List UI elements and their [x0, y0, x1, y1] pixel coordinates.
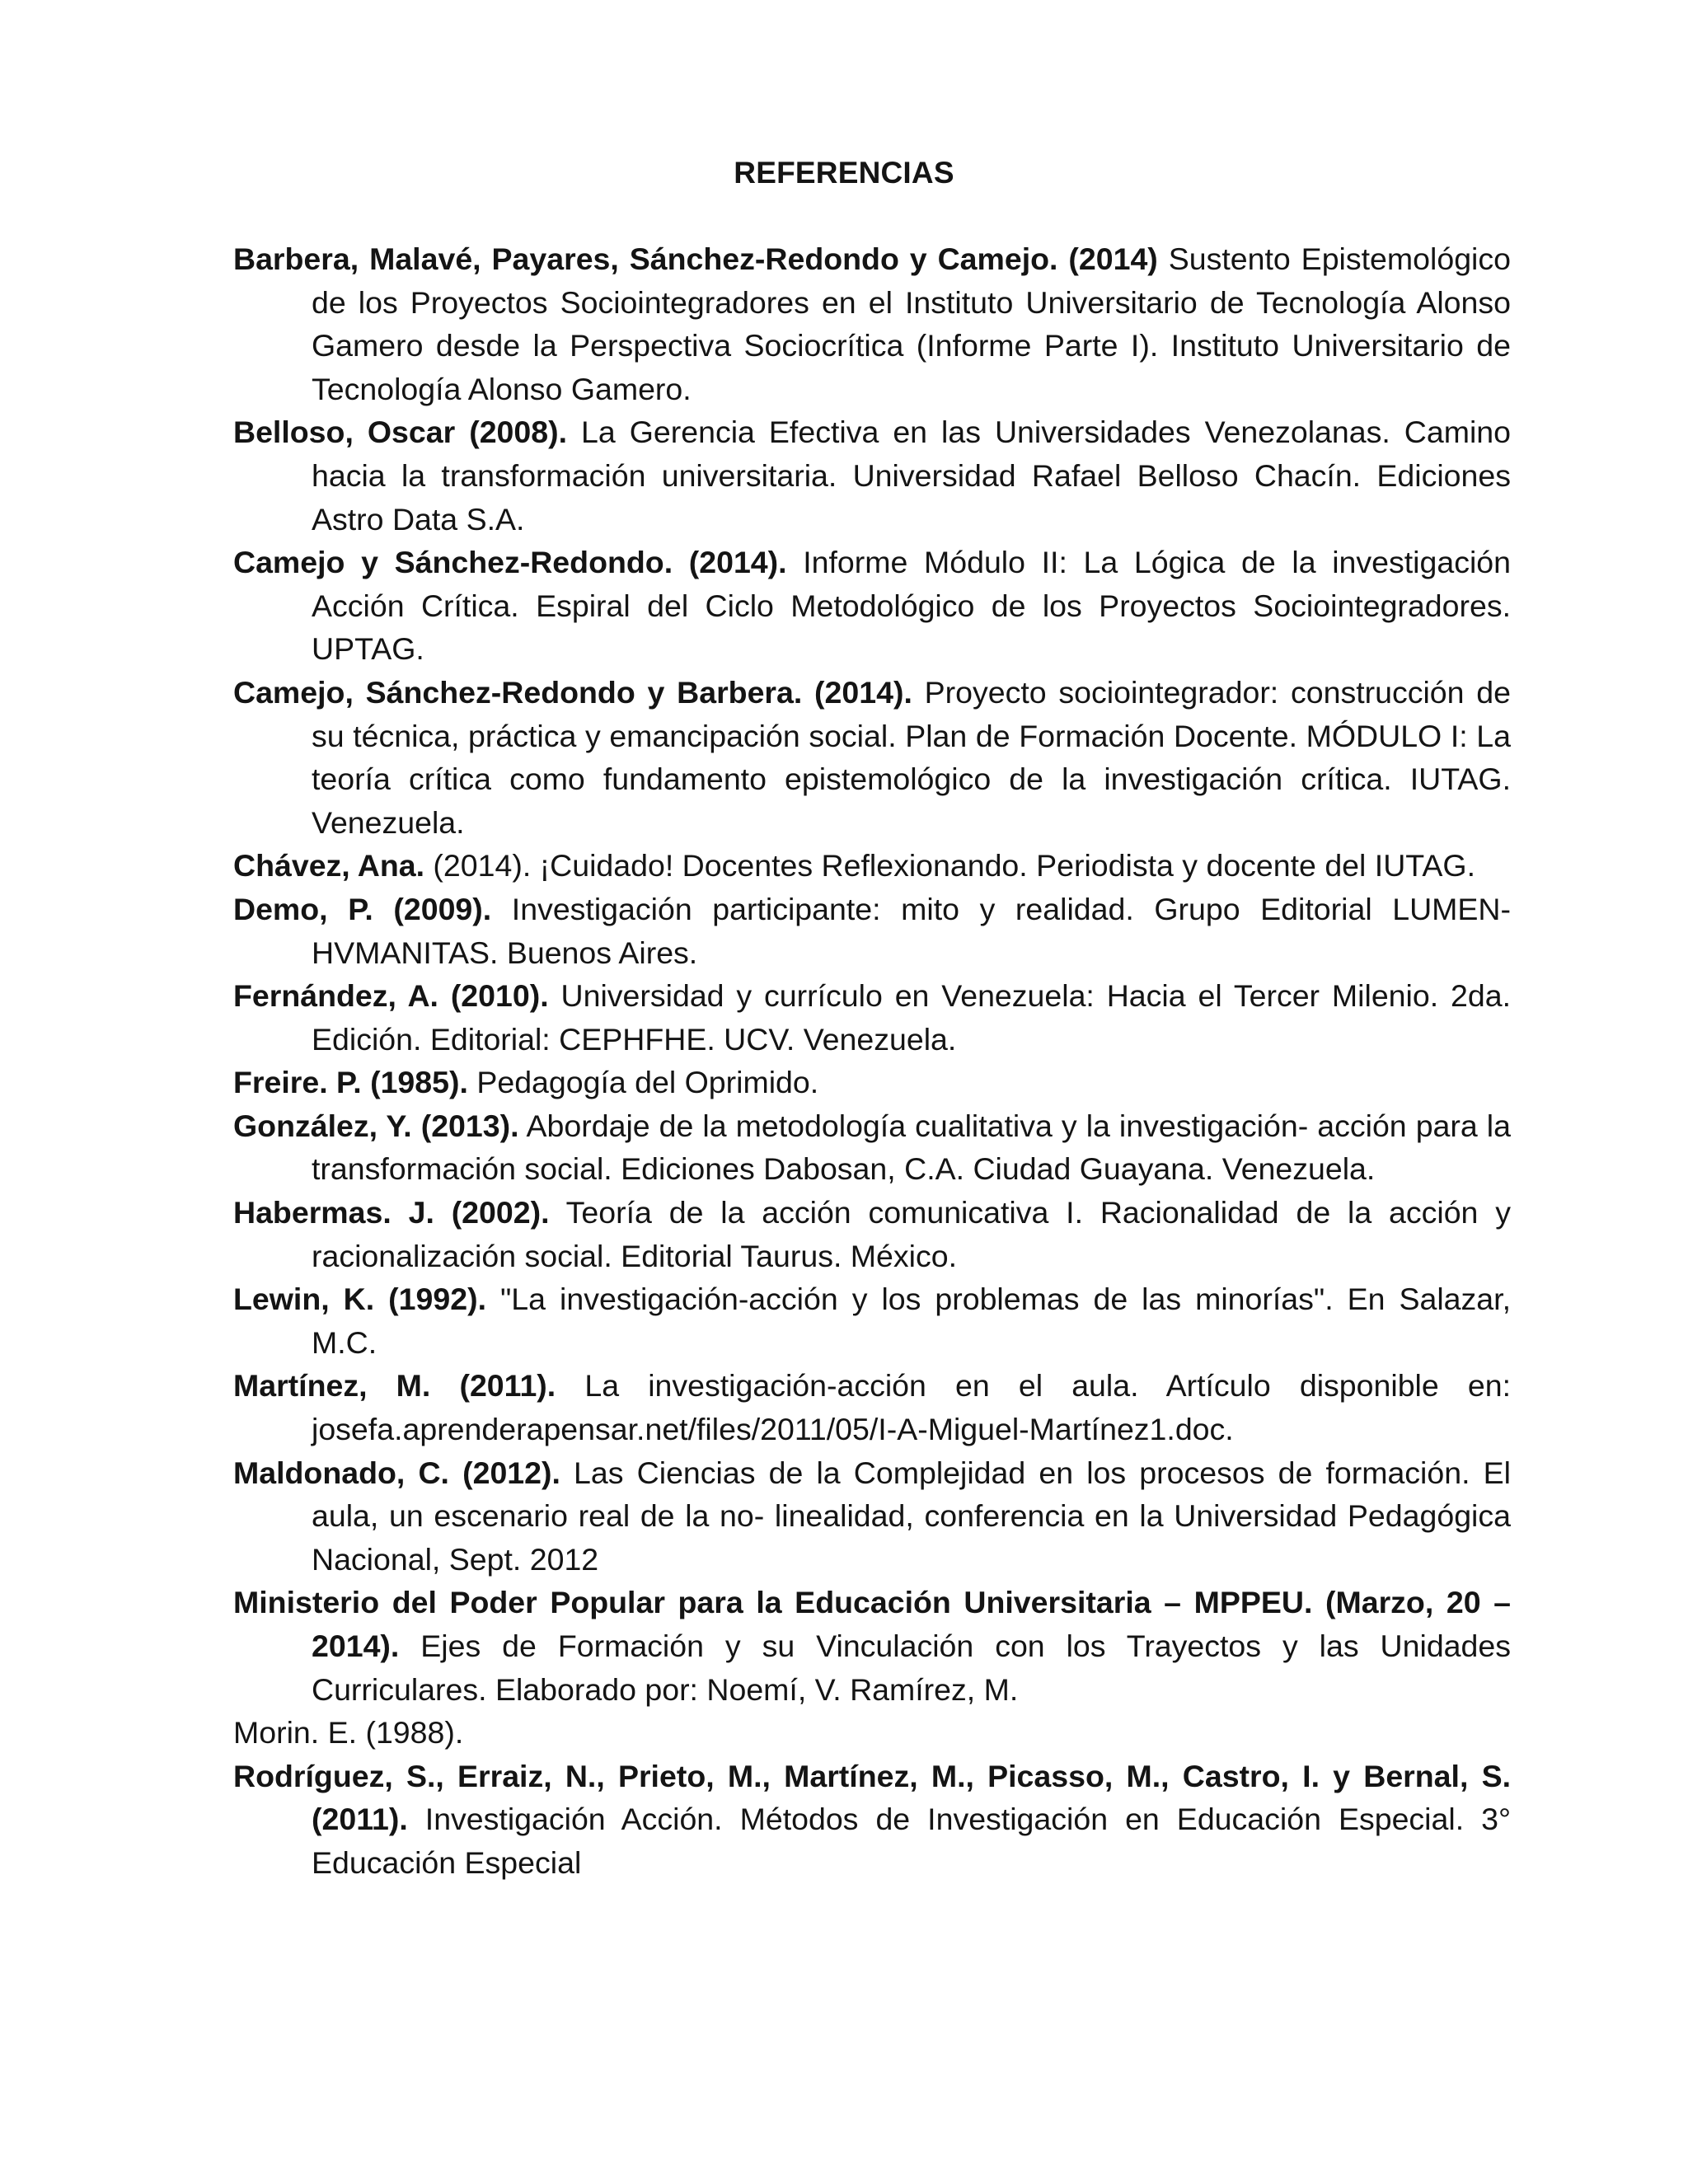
reference-text: Teoría de la acción comunicativa I. Racionalidad de la acción y racionalización social. Editorial Taurus. México.: [312, 1195, 1511, 1273]
reference-author: Martínez, M. (2011).: [233, 1368, 556, 1404]
reference-text: Abordaje de la metodología cualitativa y la investigación- acción para la transformación social. Ediciones Dabosan, C.A. Ciudad Guayana. Venezuela.: [312, 1108, 1511, 1187]
reference-item: [233, 671, 1511, 844]
reference-author: Chávez, Ana.: [233, 848, 425, 883]
reference-author: Ministerio del Poder Popular para la Educación Universitaria – MPPEU. (Marzo, 20 – 2014).: [233, 1585, 1511, 1663]
reference-text: La Gerencia Efectiva en las Universidades Venezolanas. Camino hacia la transformación universitaria. Universidad Rafael Belloso Chacín. Ediciones Astro Data S.A.: [312, 415, 1511, 537]
reference-author: Barbera, Malavé, Payares, Sánchez-Redondo y Camejo. (2014): [233, 241, 1158, 276]
reference-text: (2014). ¡Cuidado! Docentes Reflexionando. Periodista y docente del IUTAG.: [424, 848, 1476, 883]
reference-item: [233, 1364, 1511, 1451]
reference-author: Habermas. J. (2002).: [233, 1195, 550, 1230]
reference-author: Camejo y Sánchez-Redondo. (2014).: [233, 545, 787, 580]
reference-author: Camejo, Sánchez-Redondo y Barbera. (2014).: [233, 674, 912, 710]
reference-item: [233, 1581, 1511, 1711]
reference-item: [233, 237, 1511, 410]
reference-author: Rodríguez, S., Erraiz, N., Prieto, M., Martínez, M., Picasso, M., Castro, I. y Bernal, S. (2011).: [233, 1758, 1511, 1837]
reference-item: [233, 1191, 1511, 1277]
reference-author: Freire. P. (1985).: [233, 1065, 468, 1100]
reference-item: [233, 1711, 1511, 1755]
reference-text: Las Ciencias de la Complejidad en los procesos de formación. El aula, un escenario real de la no- linealidad, conferencia en la Universidad Pedagógica Nacional, Sept. 2012: [312, 1455, 1511, 1577]
reference-item: [233, 1061, 1511, 1104]
reference-item: [233, 541, 1511, 671]
reference-author: Maldonado, C. (2012).: [233, 1455, 560, 1490]
reference-item: [233, 844, 1511, 888]
reference-text: Informe Módulo II: La Lógica de la investigación Acción Crítica. Espiral del Ciclo Metodológico de los Proyectos Sociointegradores. UPTAG.: [312, 545, 1511, 667]
reference-text: Universidad y currículo en Venezuela: Hacia el Tercer Milenio. 2da. Edición. Editorial: CEPHFHE. UCV. Venezuela.: [312, 978, 1512, 1057]
reference-item: [233, 410, 1511, 541]
reference-text: Sustento Epistemológico de los Proyectos Sociointegradores en el Instituto Universitario de Tecnología Alonso Gamero desde la Perspectiva Sociocrítica (Informe Parte I). Instituto Universitario de Tecnología Alonso Gamero.: [312, 241, 1511, 406]
reference-text: Investigación participante: mito y realidad. Grupo Editorial LUMEN-HVMANITAS. Buenos Aires.: [312, 891, 1511, 970]
page-title: REFERENCIAS: [734, 156, 954, 190]
reference-item: [233, 1104, 1511, 1191]
reference-text: "La investigación-acción y los problemas de las minorías". En Salazar, M.C.: [312, 1282, 1511, 1360]
reference-text: La investigación-acción en el aula. Artículo disponible en: josefa.aprenderapensar.net/files/2011/05/I-A-Miguel-Martínez1.doc.: [312, 1368, 1511, 1447]
reference-author: Demo, P. (2009).: [233, 891, 492, 926]
reference-text: Investigación Acción. Métodos de Investigación en Educación Especial. 3° Educación Especial: [312, 1802, 1511, 1880]
reference-item: [233, 1755, 1511, 1885]
reference-text: Proyecto sociointegrador: construcción de su técnica, práctica y emancipación social. Plan de Formación Docente. MÓDULO I: La teoría crítica como fundamento epistemológico de la investigación crítica. IUTAG. Venezuela.: [312, 674, 1511, 840]
reference-item: [233, 974, 1511, 1061]
reference-text: Ejes de Formación y su Vinculación con los Trayectos y las Unidades Curriculares. Elaborado por: Noemí, V. Ramírez, M.: [312, 1629, 1511, 1707]
reference-item: [233, 1277, 1511, 1364]
reference-author: Belloso, Oscar (2008).: [233, 415, 568, 450]
reference-text: Morin. E. (1988).: [233, 1715, 464, 1750]
reference-text: Pedagogía del Oprimido.: [467, 1065, 819, 1100]
reference-item: [233, 888, 1511, 974]
reference-author: Fernández, A. (2010).: [233, 978, 549, 1014]
reference-item: [233, 1451, 1511, 1582]
reference-author: Lewin, K. (1992).: [233, 1282, 486, 1317]
reference-author: González, Y. (2013).: [233, 1108, 519, 1143]
reference-list: [233, 237, 1511, 1885]
